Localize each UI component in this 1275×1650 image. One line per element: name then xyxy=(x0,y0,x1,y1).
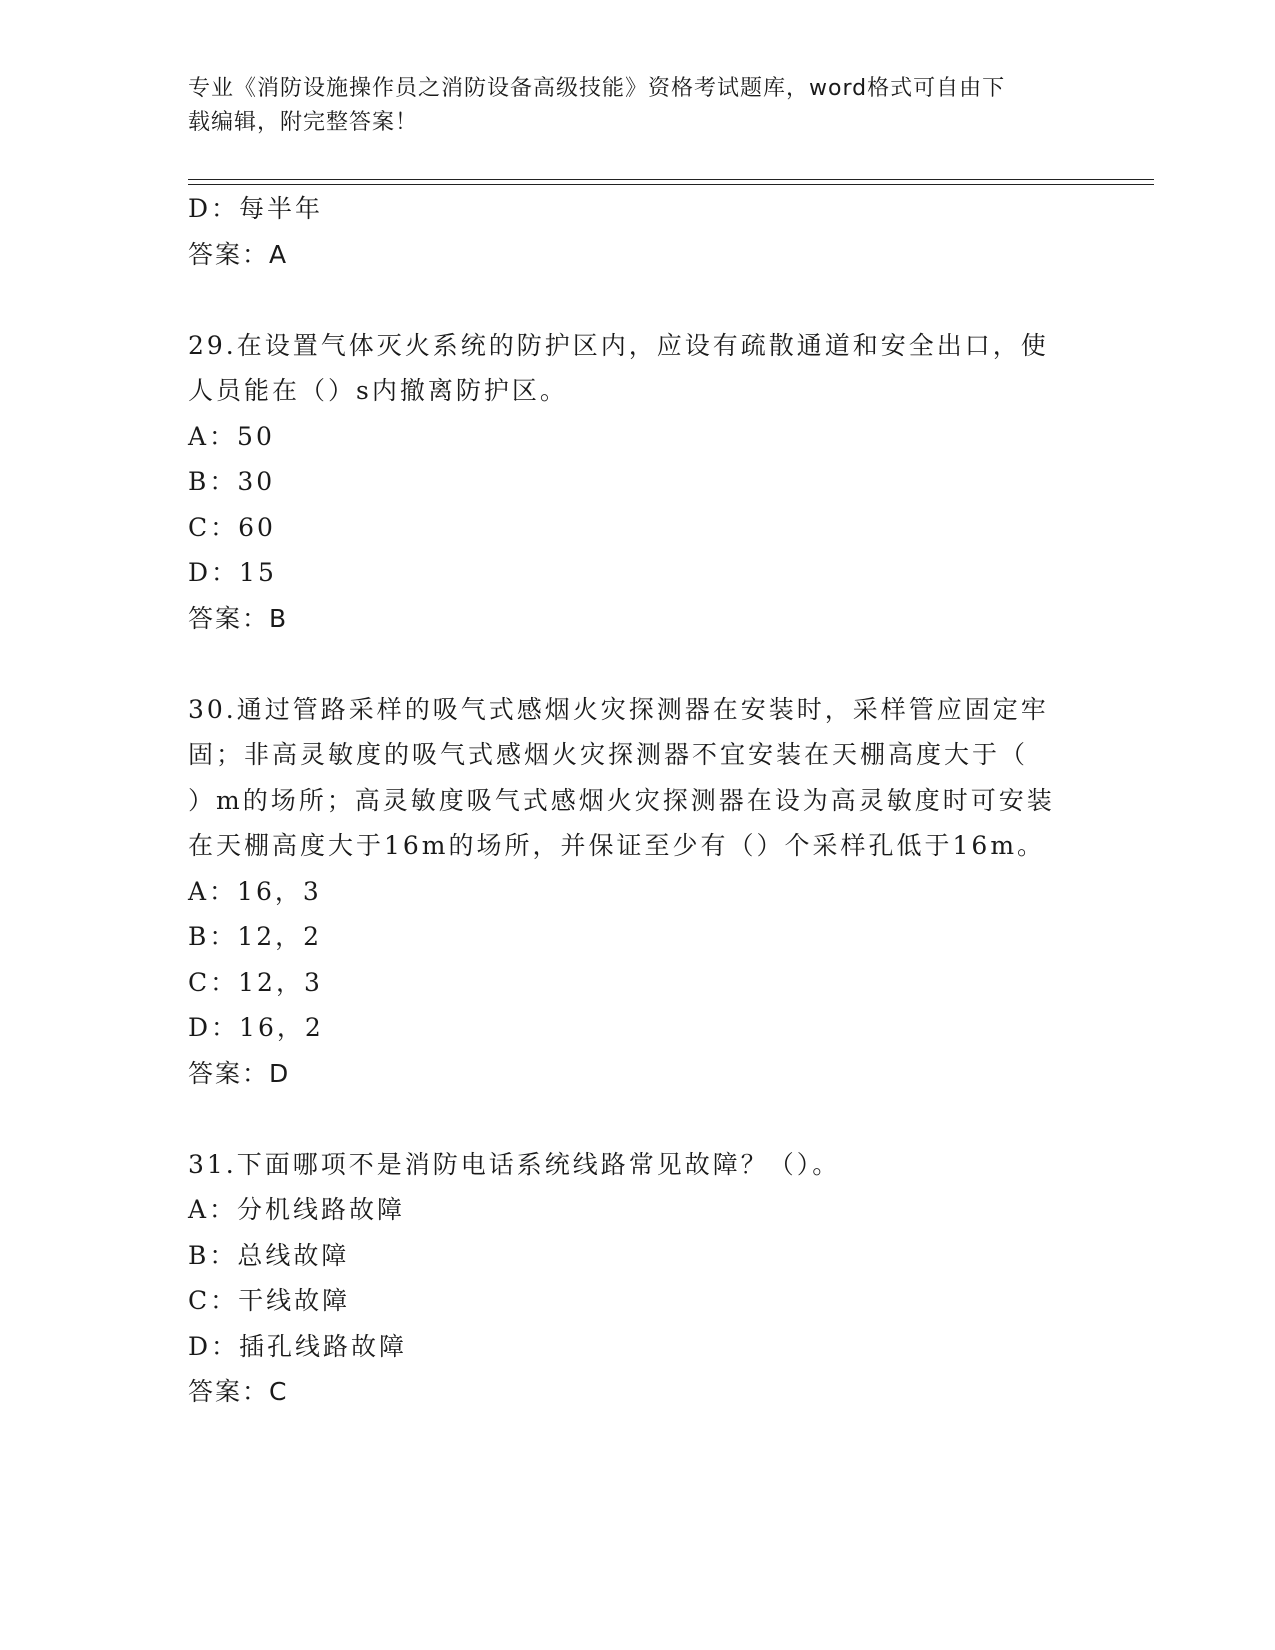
option-c: C：干线故障 xyxy=(188,1286,351,1315)
header-divider-top xyxy=(188,179,1154,180)
option-b: B：30 xyxy=(188,467,276,496)
option-a: A：分机线路故障 xyxy=(188,1195,406,1224)
option-c: C：12，3 xyxy=(188,967,323,997)
answer-previous: 答案：A xyxy=(188,239,289,269)
question-stem-line: 31.下面哪项不是消防电话系统线路常见故障？（）。 xyxy=(188,1149,841,1179)
question-30 xyxy=(188,687,1088,1097)
header-line-2: 载编辑，附完整答案！ xyxy=(188,110,419,135)
question-stem-line: 固；非高灵敏度的吸气式感烟火灾探测器不宜安装在天棚高度大于（ xyxy=(188,740,1029,769)
answer: 答案：D xyxy=(188,1058,291,1088)
question-stem-line: 30.通过管路采样的吸气式感烟火灾探测器在安装时，采样管应固定牢 xyxy=(188,694,1049,724)
spacer xyxy=(188,1096,1088,1142)
spacer xyxy=(188,641,1088,687)
question-stem-line: 人员能在（）s内撤离防护区。 xyxy=(188,376,568,405)
answer: 答案：C xyxy=(188,1377,289,1406)
spacer xyxy=(188,277,1088,323)
question-stem-line: 29.在设置气体灭火系统的防护区内，应设有疏散通道和安全出口，使 xyxy=(188,330,1049,360)
question-content xyxy=(188,186,1088,1415)
option-d-previous: D：每半年 xyxy=(188,194,324,223)
option-c: C：60 xyxy=(188,512,276,542)
document-header xyxy=(188,72,1068,140)
option-b: B：12，2 xyxy=(188,922,323,951)
header-divider-bottom xyxy=(188,184,1154,185)
question-stem-line: ）m的场所；高灵敏度吸气式感烟火灾探测器在设为高灵敏度时可安装 xyxy=(188,785,1055,815)
option-d: D：15 xyxy=(188,558,277,587)
answer: 答案：B xyxy=(188,603,289,633)
option-a: A：16，3 xyxy=(188,876,322,906)
question-29 xyxy=(188,323,1088,642)
option-a: A：50 xyxy=(188,421,275,451)
question-31 xyxy=(188,1142,1088,1415)
option-d: D：16，2 xyxy=(188,1013,324,1042)
option-b: B：总线故障 xyxy=(188,1240,350,1270)
header-line-1: 专业《消防设施操作员之消防设备高级技能》资格考试题库，word格式可自由下 xyxy=(188,76,1006,101)
question-stem-line: 在天棚高度大于16m的场所，并保证至少有（）个采样孔低于16m。 xyxy=(188,831,1046,860)
option-d: D：插孔线路故障 xyxy=(188,1331,408,1361)
